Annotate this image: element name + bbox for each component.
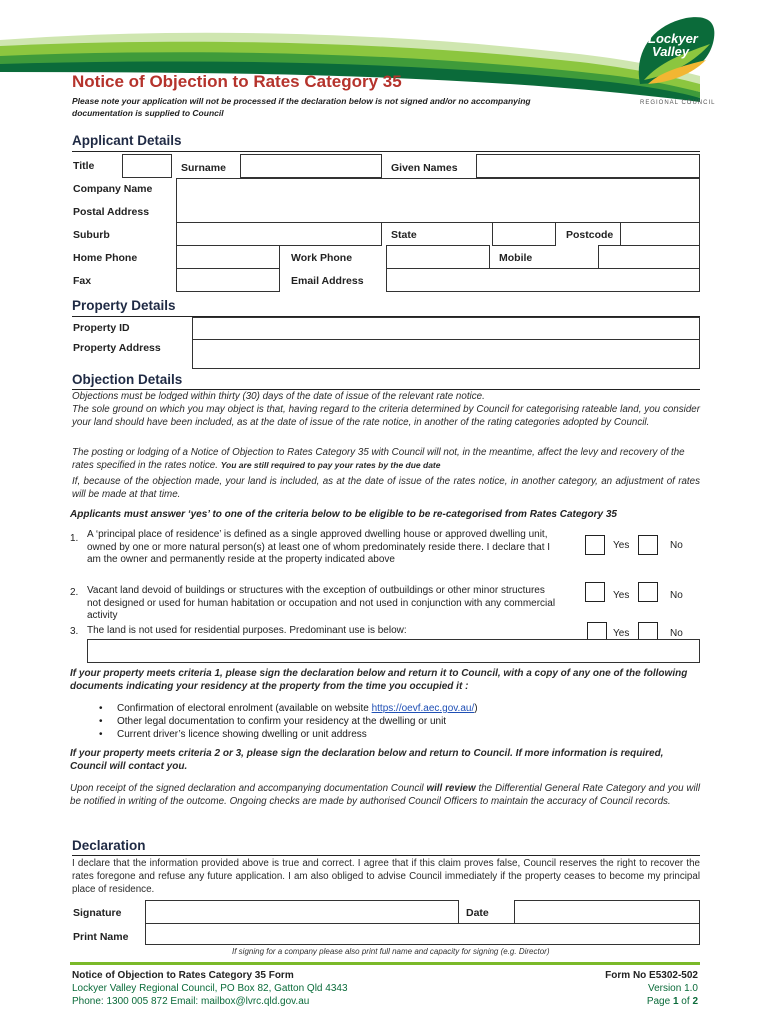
criterion-3-yes-label: Yes: [613, 628, 630, 639]
criterion-2-number: 2.: [70, 587, 79, 598]
given-names-field[interactable]: [476, 154, 700, 178]
company-signing-note: If signing for a company please also print full name and capacity for signing (e.g. Director): [232, 947, 550, 956]
postal-address-label: Postal Address: [73, 206, 150, 218]
date-label: Date: [466, 907, 489, 919]
criteria-1-instructions: If your property meets criteria 1, please sign the declaration below and return it to Council, with a copy of any one of the following documents indicating your residency at the property from the time you occupied it :: [70, 668, 688, 692]
company-name-field[interactable]: [176, 178, 700, 201]
electoral-enrolment-link[interactable]: https://oevf.aec.gov.au/: [371, 703, 475, 714]
email-label: Email Address: [291, 275, 364, 287]
postal-address-field[interactable]: [176, 200, 700, 223]
postcode-label: Postcode: [566, 229, 614, 241]
list-item: • Current driver’s licence showing dwelling or unit address: [95, 728, 695, 741]
home-phone-label: Home Phone: [73, 252, 138, 264]
criterion-1-no-label: No: [670, 540, 683, 551]
suburb-field[interactable]: [176, 222, 382, 246]
title-label: Title: [73, 160, 95, 172]
criterion-2-no-label: No: [670, 590, 683, 601]
criterion-2-text: Vacant land devoid of buildings or structures with the exception of outbuildings or other minor structures not designed or used for human habitation or occupation and not used in conjunction with any commercial activity: [87, 585, 556, 621]
criterion-3-number: 3.: [70, 626, 79, 637]
residency-documents-list: [95, 702, 695, 741]
work-phone-label: Work Phone: [291, 252, 353, 264]
state-label: State: [391, 229, 417, 241]
criterion-3-text: The land is not used for residential purposes. Predominant use is below:: [87, 625, 407, 636]
applicant-heading-rule: [72, 151, 700, 152]
fax-field[interactable]: [176, 268, 280, 292]
property-id-field[interactable]: [192, 317, 700, 340]
objection-para-4: If, because of the objection made, your land is included, as at the date of issue of the rates notice, in another category, an adjustment of rates will be made at that time.: [72, 476, 700, 500]
home-phone-field[interactable]: [176, 245, 280, 269]
will-review-emphasis: will review: [426, 783, 476, 794]
title-field[interactable]: [122, 154, 172, 178]
footer-page-number: Page 1 of 2: [646, 996, 698, 1007]
footer-form-title: Notice of Objection to Rates Category 35 Form: [72, 970, 294, 981]
mobile-label: Mobile: [499, 252, 533, 264]
criterion-3-no-label: No: [670, 628, 683, 639]
criterion-1-text: A ‘principal place of residence’ is defined as a single approved dwelling house or approved dwelling unit, owned by one or more natural person(s) at least one of whom predominately reside there. I declare that I am the owner and permanently reside at the property indicated above: [87, 529, 551, 565]
criteria-intro: Applicants must answer ‘yes’ to one of the criteria below to be eligible to be re-categorised from Rates Category 35: [70, 509, 617, 520]
objection-details-heading: Objection Details: [72, 372, 183, 387]
logo-text-line1: Lockyer: [648, 31, 698, 46]
date-field[interactable]: [514, 900, 700, 924]
declaration-text: I declare that the information provided above is true and correct. I agree that if this claim proves false, Council reserves the right to recover the rates foregone and refuse any future application. I am also obliged to advise Council immediately if the property ceases to become my principal place of residence.: [72, 858, 700, 895]
signature-label: Signature: [73, 907, 122, 919]
footer-version: Version 1.0: [647, 983, 698, 994]
objection-para-3: [72, 446, 700, 472]
pay-rates-warning: You are still required to pay your rates by the due date: [220, 460, 441, 470]
criterion-1-yes-label: Yes: [613, 540, 630, 551]
processing-note: Please note your application will not be processed if the declaration below is not signed and/or no accompanying documentation is supplied to Council: [72, 96, 531, 118]
logo-text-line2: Valley: [652, 44, 690, 59]
applicant-details-heading: Applicant Details: [72, 133, 182, 148]
property-id-label: Property ID: [73, 322, 130, 334]
footer-rule: [70, 962, 700, 965]
footer-contact: Phone: 1300 005 872 Email: mailbox@lvrc.qld.gov.au: [72, 996, 310, 1007]
property-address-label: Property Address: [73, 342, 161, 354]
mobile-field[interactable]: [598, 245, 700, 269]
page-title: Notice of Objection to Rates Category 35: [72, 72, 402, 91]
objection-para-3-text: The posting or lodging of a Notice of Objection to Rates Category 35 with Council will not, in the meantime, affect the levy and recovery of the rates specified in the rates notice.: [72, 447, 685, 471]
footer-form-number: Form No E5302-502: [605, 970, 698, 981]
print-name-field[interactable]: [145, 923, 700, 945]
footer-address: Lockyer Valley Regional Council, PO Box 82, Gatton Qld 4343: [72, 983, 348, 994]
criterion-1-no-checkbox[interactable]: [638, 535, 658, 555]
postcode-field[interactable]: [620, 222, 700, 246]
surname-field[interactable]: [240, 154, 382, 178]
email-field[interactable]: [386, 268, 700, 292]
declaration-heading-rule: [72, 855, 700, 856]
property-details-heading: Property Details: [72, 298, 176, 313]
print-name-label: Print Name: [73, 931, 129, 943]
signature-field[interactable]: [145, 900, 459, 924]
given-names-label: Given Names: [391, 162, 458, 174]
declaration-heading: Declaration: [72, 838, 146, 853]
criterion-2-yes-label: Yes: [613, 590, 630, 601]
criterion-1-yes-checkbox[interactable]: [585, 535, 605, 555]
company-name-label: Company Name: [73, 183, 153, 195]
criterion-1-number: 1.: [70, 533, 79, 544]
objection-para-1: Objections must be lodged within thirty (30) days of the date of issue of the relevant rate notice.: [72, 391, 485, 402]
predominant-use-field[interactable]: [87, 639, 700, 663]
criterion-2-yes-checkbox[interactable]: [585, 582, 605, 602]
list-item: • Confirmation of electoral enrolment (available on website https://oevf.aec.gov.au/): [95, 702, 695, 715]
surname-label: Surname: [181, 162, 226, 174]
criterion-2-no-checkbox[interactable]: [638, 582, 658, 602]
logo-subtitle: REGIONAL COUNCIL: [640, 100, 716, 106]
objection-para-2: The sole ground on which you may object is that, having regard to the criteria determined by Council for categorising rateable land, you consider your land should have been included, as at the date of issue of the rate notice, in another of the rating categories adopted by Council.: [72, 404, 700, 428]
receipt-paragraph: Upon receipt of the signed declaration and accompanying documentation Council will review the Differential General Rate Category and you will be notified in writing of the outcome. Ongoing checks are made by authorised Council Officers to maintain the accuracy of Council records.: [70, 783, 700, 807]
suburb-label: Suburb: [73, 229, 110, 241]
work-phone-field[interactable]: [386, 245, 490, 269]
property-address-field[interactable]: [192, 339, 700, 369]
council-logo: [630, 14, 718, 104]
fax-label: Fax: [73, 275, 92, 287]
criteria-2-3-instructions: If your property meets criteria 2 or 3, please sign the declaration below and return to Council. If more information is required, Council will contact you.: [70, 748, 664, 772]
state-field[interactable]: [492, 222, 556, 246]
list-item: • Other legal documentation to confirm your residency at the dwelling or unit: [95, 715, 695, 728]
